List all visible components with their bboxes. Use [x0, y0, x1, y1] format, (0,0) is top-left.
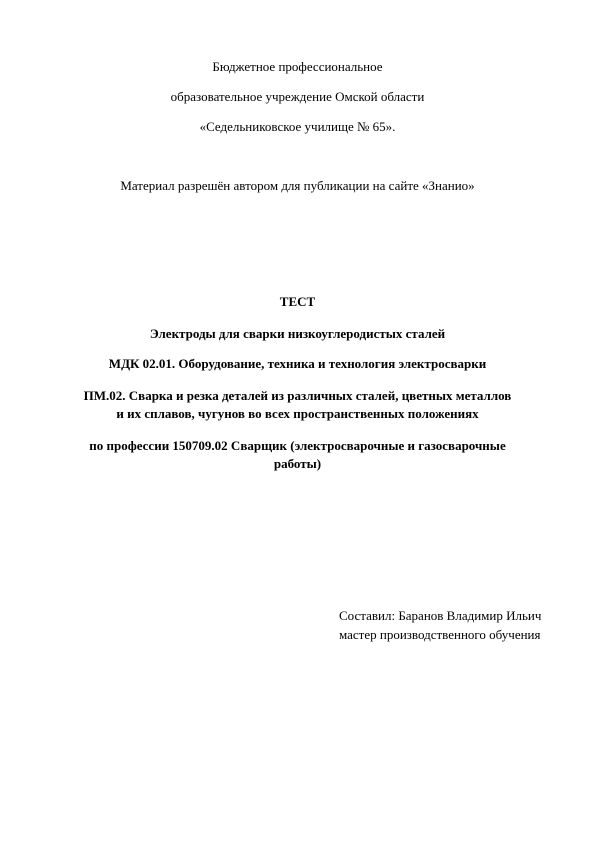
- author-position: мастер производственного обучения: [339, 627, 541, 642]
- compiled-by: Составил: Баранов Владимир Ильич: [339, 608, 542, 623]
- course-name: МДК 02.01. Оборудование, техника и технология электросварки: [108, 356, 487, 371]
- profession-line-1: по профессии 150709.02 Сварщик (электросварочные и газосварочные: [89, 438, 506, 453]
- institution-line-1: Бюджетное профессиональное: [212, 59, 383, 74]
- institution-line-2: образовательное учреждение Омской области: [170, 89, 425, 104]
- module-line-2: и их сплавов, чугунов во всех пространственных положениях: [116, 406, 479, 421]
- document-title: ТЕСТ: [279, 294, 316, 309]
- module-line-1: ПМ.02. Сварка и резка деталей из различных сталей, цветных металлов: [83, 388, 512, 403]
- profession-line-2: работы): [273, 456, 322, 471]
- institution-line-3: «Седельниковское училище № 65».: [199, 119, 396, 134]
- permission-note: Материал разрешён автором для публикации на сайте «Знанио»: [120, 178, 475, 193]
- test-subject: Электроды для сварки низкоуглеродистых сталей: [149, 326, 446, 341]
